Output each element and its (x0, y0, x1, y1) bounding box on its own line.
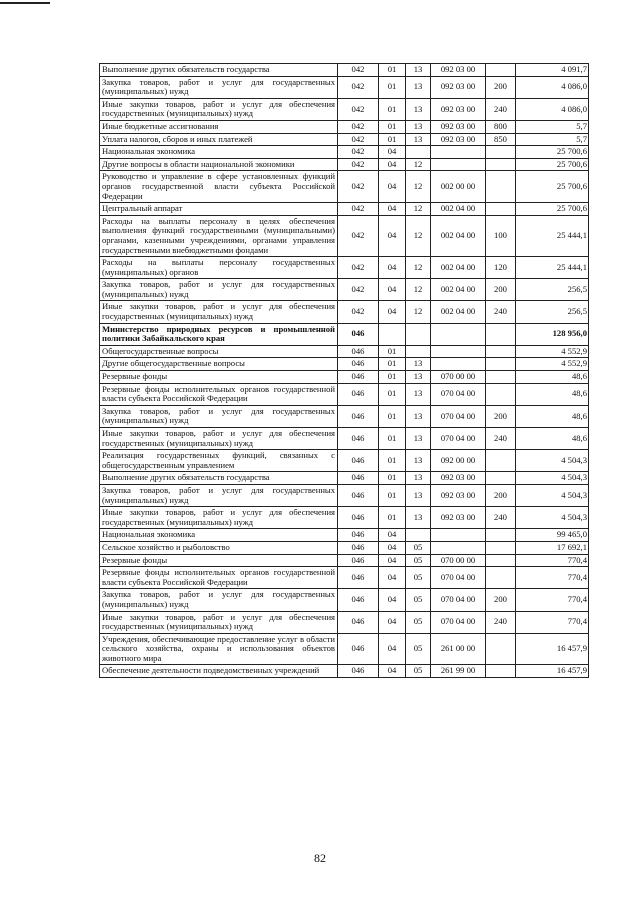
row-name: Расходы на выплаты персоналу государственных (муниципальных) органов (100, 257, 338, 279)
row-target-article: 002 04 00 (431, 215, 486, 256)
row-name: Национальная экономика (100, 529, 338, 542)
row-amount: 770,4 (516, 554, 589, 567)
row-subsection-code: 13 (406, 64, 431, 77)
row-ministry-code: 042 (338, 301, 379, 323)
row-name: Уплата налогов, сборов и иных платежей (100, 133, 338, 146)
row-amount: 5,7 (516, 133, 589, 146)
table-row (100, 428, 589, 450)
table-row (100, 158, 589, 171)
row-target-article (431, 358, 486, 371)
row-target-article: 092 03 00 (431, 120, 486, 133)
row-section-code: 04 (379, 158, 406, 171)
row-subsection-code: 13 (406, 405, 431, 427)
row-target-article: 092 03 00 (431, 484, 486, 506)
row-section-code: 01 (379, 358, 406, 371)
table-row (100, 64, 589, 77)
row-subsection-code: 13 (406, 120, 431, 133)
table-row (100, 484, 589, 506)
row-expense-type: 240 (486, 98, 516, 120)
row-subsection-code: 05 (406, 611, 431, 633)
row-ministry-code: 046 (338, 633, 379, 665)
table-row (100, 554, 589, 567)
row-expense-type: 200 (486, 405, 516, 427)
row-expense-type (486, 323, 516, 345)
row-ministry-code: 046 (338, 665, 379, 678)
row-expense-type: 240 (486, 507, 516, 529)
row-amount: 17 692,1 (516, 541, 589, 554)
row-amount: 256,5 (516, 301, 589, 323)
row-amount: 25 700,6 (516, 158, 589, 171)
row-name: Иные закупки товаров, работ и услуг для обеспечения государственных (муниципальных) нужд (100, 611, 338, 633)
row-expense-type: 200 (486, 589, 516, 611)
row-amount: 48,6 (516, 371, 589, 384)
row-name: Резервные фонды исполнительных органов государственной власти субъекта Российской Федерации (100, 567, 338, 589)
row-name: Другие вопросы в области национальной экономики (100, 158, 338, 171)
row-name: Закупка товаров, работ и услуг для государственных (муниципальных) нужд (100, 484, 338, 506)
row-section-code: 01 (379, 345, 406, 358)
row-target-article: 261 99 00 (431, 665, 486, 678)
row-expense-type (486, 358, 516, 371)
table-row (100, 507, 589, 529)
row-amount: 4 091,7 (516, 64, 589, 77)
row-name: Иные закупки товаров, работ и услуг для обеспечения государственных (муниципальных) нужд (100, 507, 338, 529)
row-ministry-code: 042 (338, 146, 379, 159)
row-target-article: 092 03 00 (431, 507, 486, 529)
row-name: Национальная экономика (100, 146, 338, 159)
row-name: Резервные фонды (100, 554, 338, 567)
row-ministry-code: 046 (338, 554, 379, 567)
row-target-article: 070 04 00 (431, 589, 486, 611)
row-amount: 16 457,9 (516, 665, 589, 678)
row-subsection-code: 05 (406, 633, 431, 665)
row-expense-type: 240 (486, 611, 516, 633)
row-section-code (379, 323, 406, 345)
row-target-article: 070 04 00 (431, 383, 486, 405)
row-name: Учреждения, обеспечивающие предоставление услуг в области сельского хозяйства, охраны и использования объектов животного мира (100, 633, 338, 665)
row-target-article: 070 04 00 (431, 611, 486, 633)
budget-table (99, 63, 589, 678)
table-row (100, 472, 589, 485)
row-ministry-code: 046 (338, 323, 379, 345)
row-target-article: 002 04 00 (431, 203, 486, 216)
row-target-article: 070 04 00 (431, 567, 486, 589)
row-name: Общегосударственные вопросы (100, 345, 338, 358)
row-expense-type (486, 64, 516, 77)
row-subsection-code: 13 (406, 133, 431, 146)
row-section-code: 04 (379, 554, 406, 567)
row-subsection-code: 05 (406, 567, 431, 589)
row-expense-type (486, 450, 516, 472)
row-target-article (431, 146, 486, 159)
row-expense-type (486, 371, 516, 384)
row-section-code: 04 (379, 146, 406, 159)
row-name: Министерство природных ресурсов и промышленной политики Забайкальского края (100, 323, 338, 345)
row-target-article: 092 03 00 (431, 64, 486, 77)
table-row (100, 215, 589, 256)
table-row (100, 257, 589, 279)
row-section-code: 01 (379, 133, 406, 146)
row-name: Закупка товаров, работ и услуг для государственных (муниципальных) нужд (100, 405, 338, 427)
row-name: Закупка товаров, работ и услуг для государственных (муниципальных) нужд (100, 589, 338, 611)
row-expense-type: 240 (486, 301, 516, 323)
row-expense-type: 120 (486, 257, 516, 279)
row-expense-type (486, 633, 516, 665)
row-expense-type: 100 (486, 215, 516, 256)
row-target-article: 092 03 00 (431, 133, 486, 146)
row-section-code: 01 (379, 76, 406, 98)
row-expense-type (486, 171, 516, 203)
row-target-article: 070 04 00 (431, 405, 486, 427)
row-target-article: 092 03 00 (431, 76, 486, 98)
row-expense-type: 800 (486, 120, 516, 133)
row-target-article: 002 04 00 (431, 279, 486, 301)
row-section-code: 04 (379, 257, 406, 279)
row-amount: 4 504,3 (516, 507, 589, 529)
row-amount: 4 552,9 (516, 345, 589, 358)
row-subsection-code: 12 (406, 203, 431, 216)
table-row (100, 323, 589, 345)
row-amount: 5,7 (516, 120, 589, 133)
row-section-code: 04 (379, 541, 406, 554)
row-target-article: 002 04 00 (431, 257, 486, 279)
row-name: Резервные фонды исполнительных органов государственной власти субъекта Российской Федерации (100, 383, 338, 405)
row-name: Иные закупки товаров, работ и услуг для обеспечения государственных (муниципальных) нужд (100, 301, 338, 323)
row-amount: 16 457,9 (516, 633, 589, 665)
table-row (100, 529, 589, 542)
row-target-article (431, 158, 486, 171)
table-row (100, 345, 589, 358)
row-section-code: 04 (379, 203, 406, 216)
row-subsection-code: 13 (406, 472, 431, 485)
row-section-code: 01 (379, 371, 406, 384)
row-subsection-code (406, 146, 431, 159)
row-section-code: 01 (379, 507, 406, 529)
row-section-code: 04 (379, 301, 406, 323)
row-amount: 770,4 (516, 611, 589, 633)
row-subsection-code: 12 (406, 279, 431, 301)
row-amount: 770,4 (516, 589, 589, 611)
row-subsection-code: 13 (406, 98, 431, 120)
row-amount: 4 086,0 (516, 98, 589, 120)
row-amount: 128 956,0 (516, 323, 589, 345)
row-name: Реализация государственных функций, связанных с общегосударственным управлением (100, 450, 338, 472)
row-target-article: 070 00 00 (431, 554, 486, 567)
row-amount: 25 444,1 (516, 257, 589, 279)
row-subsection-code: 13 (406, 383, 431, 405)
row-ministry-code: 046 (338, 484, 379, 506)
table-row (100, 611, 589, 633)
table-row (100, 589, 589, 611)
row-amount: 25 700,6 (516, 203, 589, 216)
row-expense-type (486, 554, 516, 567)
row-section-code: 04 (379, 171, 406, 203)
row-subsection-code: 13 (406, 371, 431, 384)
row-target-article: 092 00 00 (431, 450, 486, 472)
row-expense-type (486, 383, 516, 405)
row-section-code: 04 (379, 633, 406, 665)
header-rule (0, 2, 50, 4)
row-ministry-code: 042 (338, 171, 379, 203)
row-expense-type (486, 472, 516, 485)
row-ministry-code: 046 (338, 383, 379, 405)
page-number: 82 (314, 851, 326, 865)
row-ministry-code: 042 (338, 98, 379, 120)
row-ministry-code: 046 (338, 567, 379, 589)
row-amount: 256,5 (516, 279, 589, 301)
row-target-article (431, 323, 486, 345)
row-expense-type (486, 541, 516, 554)
table-row (100, 203, 589, 216)
row-subsection-code: 12 (406, 158, 431, 171)
row-section-code: 01 (379, 472, 406, 485)
row-amount: 770,4 (516, 567, 589, 589)
row-ministry-code: 042 (338, 158, 379, 171)
row-subsection-code: 05 (406, 541, 431, 554)
table-row (100, 120, 589, 133)
row-amount: 48,6 (516, 383, 589, 405)
row-ministry-code: 046 (338, 405, 379, 427)
row-subsection-code (406, 345, 431, 358)
table-row (100, 665, 589, 678)
row-target-article: 070 00 00 (431, 371, 486, 384)
row-subsection-code (406, 529, 431, 542)
table-row (100, 98, 589, 120)
row-subsection-code: 12 (406, 257, 431, 279)
row-subsection-code: 13 (406, 507, 431, 529)
row-expense-type (486, 567, 516, 589)
row-subsection-code: 12 (406, 171, 431, 203)
row-ministry-code: 042 (338, 279, 379, 301)
row-ministry-code: 046 (338, 428, 379, 450)
row-amount: 25 444,1 (516, 215, 589, 256)
row-name: Выполнение других обязательств государства (100, 472, 338, 485)
row-section-code: 04 (379, 611, 406, 633)
table-row (100, 133, 589, 146)
row-ministry-code: 042 (338, 120, 379, 133)
row-ministry-code: 046 (338, 507, 379, 529)
table-row (100, 633, 589, 665)
row-subsection-code: 12 (406, 301, 431, 323)
row-ministry-code: 046 (338, 589, 379, 611)
row-section-code: 01 (379, 484, 406, 506)
row-ministry-code: 042 (338, 215, 379, 256)
row-ministry-code: 042 (338, 133, 379, 146)
row-name: Закупка товаров, работ и услуг для государственных (муниципальных) нужд (100, 76, 338, 98)
row-ministry-code: 042 (338, 257, 379, 279)
row-target-article (431, 529, 486, 542)
table-row (100, 450, 589, 472)
row-expense-type (486, 529, 516, 542)
table-row (100, 76, 589, 98)
row-section-code: 04 (379, 665, 406, 678)
row-name: Закупка товаров, работ и услуг для государственных (муниципальных) нужд (100, 279, 338, 301)
row-subsection-code: 13 (406, 450, 431, 472)
row-amount: 4 504,3 (516, 450, 589, 472)
row-subsection-code (406, 323, 431, 345)
row-subsection-code: 13 (406, 428, 431, 450)
row-section-code: 01 (379, 383, 406, 405)
row-target-article: 070 04 00 (431, 428, 486, 450)
row-section-code: 01 (379, 98, 406, 120)
row-amount: 48,6 (516, 405, 589, 427)
row-subsection-code: 13 (406, 76, 431, 98)
row-ministry-code: 046 (338, 541, 379, 554)
row-section-code: 04 (379, 279, 406, 301)
row-subsection-code: 13 (406, 484, 431, 506)
row-ministry-code: 046 (338, 450, 379, 472)
row-target-article (431, 345, 486, 358)
row-target-article: 002 04 00 (431, 301, 486, 323)
row-expense-type (486, 158, 516, 171)
row-ministry-code: 042 (338, 76, 379, 98)
row-subsection-code: 05 (406, 589, 431, 611)
row-name: Расходы на выплаты персоналу в целях обеспечения выполнения функций государственными (муниципальными) органами, казенными учреждениями, органами управления государственными внебюджетными фондами (100, 215, 338, 256)
row-expense-type (486, 146, 516, 159)
row-amount: 4 552,9 (516, 358, 589, 371)
row-expense-type: 200 (486, 484, 516, 506)
row-section-code: 04 (379, 567, 406, 589)
row-section-code: 04 (379, 529, 406, 542)
row-section-code: 04 (379, 215, 406, 256)
row-name: Выполнение других обязательств государства (100, 64, 338, 77)
table-row (100, 405, 589, 427)
table-row (100, 371, 589, 384)
table-row (100, 383, 589, 405)
table-row (100, 301, 589, 323)
row-section-code: 01 (379, 428, 406, 450)
row-section-code: 01 (379, 64, 406, 77)
row-name: Иные закупки товаров, работ и услуг для обеспечения государственных (муниципальных) нужд (100, 428, 338, 450)
row-subsection-code: 13 (406, 358, 431, 371)
row-expense-type (486, 203, 516, 216)
table-row (100, 146, 589, 159)
table-row (100, 541, 589, 554)
row-ministry-code: 042 (338, 203, 379, 216)
table-row (100, 279, 589, 301)
row-target-article: 261 00 00 (431, 633, 486, 665)
row-amount: 4 504,3 (516, 472, 589, 485)
row-expense-type: 200 (486, 279, 516, 301)
row-amount: 48,6 (516, 428, 589, 450)
row-section-code: 01 (379, 120, 406, 133)
row-name: Другие общегосударственные вопросы (100, 358, 338, 371)
row-name: Обеспечение деятельности подведомственных учреждений (100, 665, 338, 678)
row-amount: 4 086,0 (516, 76, 589, 98)
table-row (100, 567, 589, 589)
row-expense-type (486, 665, 516, 678)
row-amount: 99 465,0 (516, 529, 589, 542)
row-ministry-code: 046 (338, 358, 379, 371)
row-name: Резервные фонды (100, 371, 338, 384)
row-section-code: 04 (379, 589, 406, 611)
table-row (100, 171, 589, 203)
row-subsection-code: 05 (406, 665, 431, 678)
row-expense-type: 850 (486, 133, 516, 146)
row-expense-type: 240 (486, 428, 516, 450)
row-target-article: 002 00 00 (431, 171, 486, 203)
row-name: Руководство и управление в сфере установленных функций органов государственной власти субъекта Российской Федерации (100, 171, 338, 203)
row-name: Иные закупки товаров, работ и услуг для обеспечения государственных (муниципальных) нужд (100, 98, 338, 120)
row-ministry-code: 046 (338, 529, 379, 542)
row-ministry-code: 042 (338, 64, 379, 77)
row-ministry-code: 046 (338, 371, 379, 384)
row-target-article: 092 03 00 (431, 472, 486, 485)
row-expense-type (486, 345, 516, 358)
row-name: Центральный аппарат (100, 203, 338, 216)
row-ministry-code: 046 (338, 611, 379, 633)
row-subsection-code: 12 (406, 215, 431, 256)
row-section-code: 01 (379, 405, 406, 427)
row-ministry-code: 046 (338, 472, 379, 485)
row-amount: 4 504,3 (516, 484, 589, 506)
row-name: Сельское хозяйство и рыболовство (100, 541, 338, 554)
table-body (100, 64, 589, 678)
row-ministry-code: 046 (338, 345, 379, 358)
row-amount: 25 700,6 (516, 146, 589, 159)
table-row (100, 358, 589, 371)
row-expense-type: 200 (486, 76, 516, 98)
row-name: Иные бюджетные ассигнования (100, 120, 338, 133)
row-amount: 25 700,6 (516, 171, 589, 203)
row-target-article: 092 03 00 (431, 98, 486, 120)
row-target-article (431, 541, 486, 554)
row-section-code: 01 (379, 450, 406, 472)
row-subsection-code: 05 (406, 554, 431, 567)
